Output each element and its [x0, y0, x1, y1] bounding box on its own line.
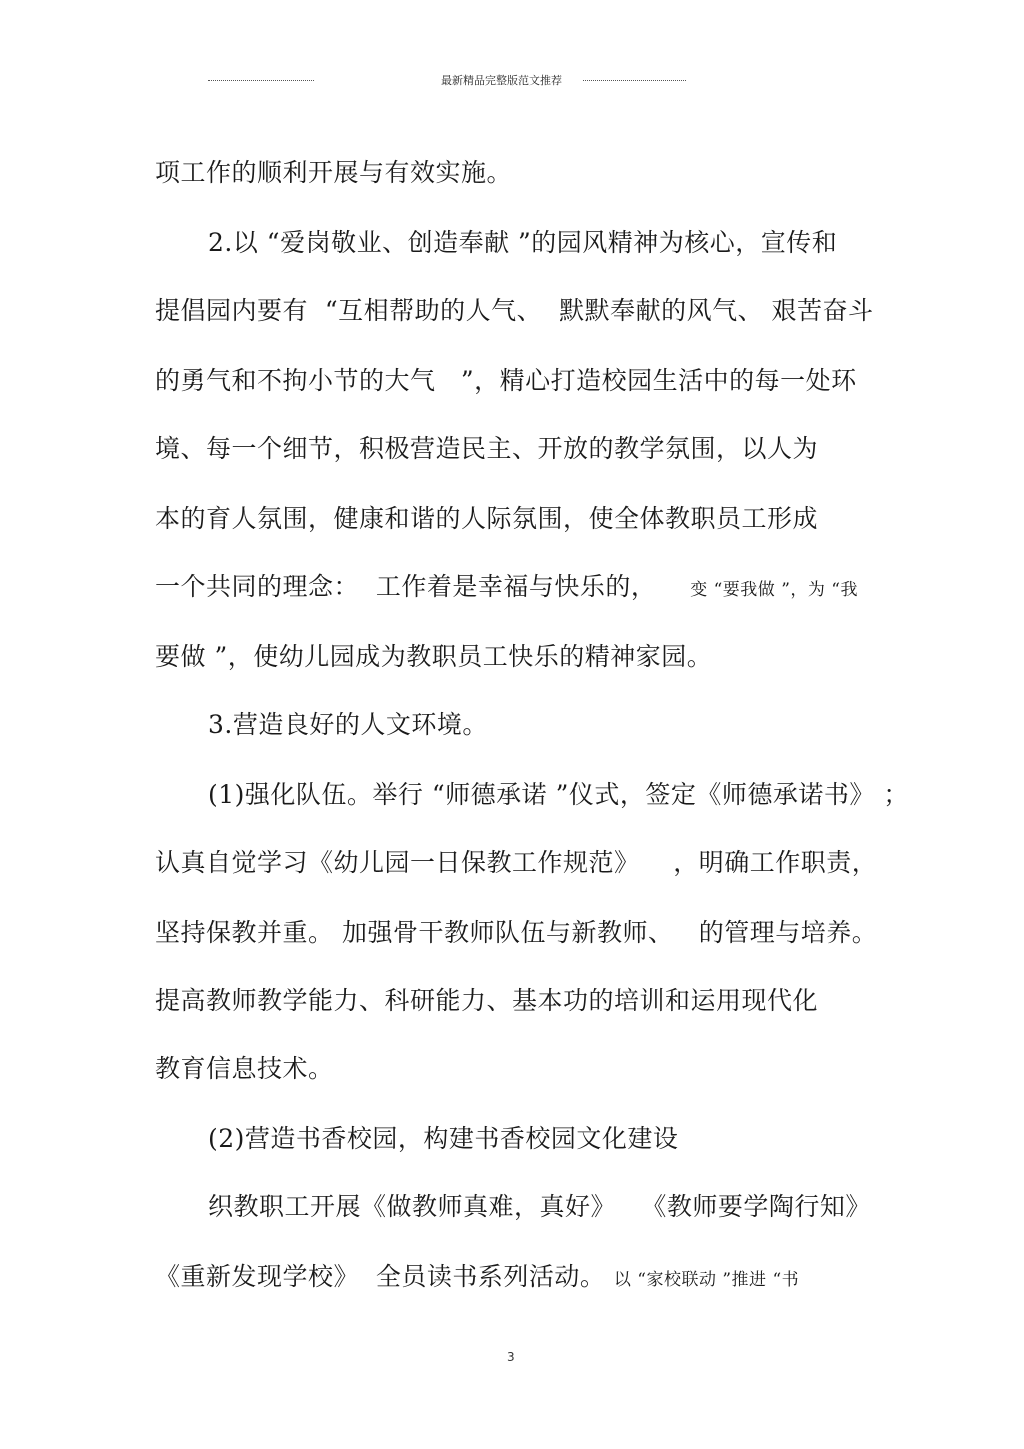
page-number: 3: [507, 1350, 515, 1364]
body-line-15: (2)营造书香校园，构建书香校园文化建设: [208, 1124, 679, 1153]
body-line-1: 项工作的顺利开展与有效实施。: [155, 158, 513, 187]
body-line-12: 坚持保教并重。 加强骨干教师队伍与新教师、 的管理与培养。: [155, 918, 878, 947]
page-header: [0, 72, 1024, 92]
body-line-3: 提倡园内要有 “互相帮助的人气、 默默奉献的风气、 艰苦奋斗: [155, 296, 874, 325]
body-line-6: 本的育人氛围，健康和谐的人际氛围，使全体教职员工形成: [155, 504, 819, 533]
header-title: 最新精品完整版范文推荐: [441, 74, 562, 87]
body-line-13: 提高教师教学能力、科研能力、基本功的培训和运用现代化: [155, 986, 819, 1015]
body-line-7-tail: 变 “要我做 ”，为 “我: [690, 580, 858, 600]
body-line-17: [155, 1262, 799, 1295]
body-line-7-main: 一个共同的理念： 工作着是幸福与快乐的，: [155, 572, 657, 601]
body-line-7: [155, 572, 858, 605]
body-line-9: 3.营造良好的人文环境。: [208, 710, 488, 739]
body-line-17-main: 《重新发现学校》 全员读书系列活动。: [155, 1262, 606, 1291]
body-line-11: 认真自觉学习《幼儿园一日保教工作规范》 ，明确工作职责，: [155, 848, 878, 877]
body-line-17-tail: 以 “家校联动 ”推进 “书: [613, 1270, 800, 1290]
body-line-8: 要做 ”，使幼儿园成为教职员工快乐的精神家园。: [155, 642, 713, 671]
body-line-16: 织教职工开展《做教师真难，真好》 《教师要学陶行知》: [208, 1192, 871, 1221]
body-line-14: 教育信息技术。: [155, 1054, 334, 1083]
body-line-10: (1)强化队伍。举行 “师德承诺 ”仪式，签定《师德承诺书》 ；: [208, 780, 909, 809]
body-line-5: 境、每一个细节，积极营造民主、开放的教学氛围，以人为: [155, 434, 819, 463]
body-line-2: 2.以 “爱岗敬业、创造奉献 ”的园风精神为核心，宣传和: [208, 228, 838, 257]
body-line-4: 的勇气和不拘小节的大气 ”，精心打造校园生活中的每一处环: [155, 366, 857, 395]
header-rule-left: [208, 80, 314, 81]
header-rule-right: [583, 80, 686, 81]
